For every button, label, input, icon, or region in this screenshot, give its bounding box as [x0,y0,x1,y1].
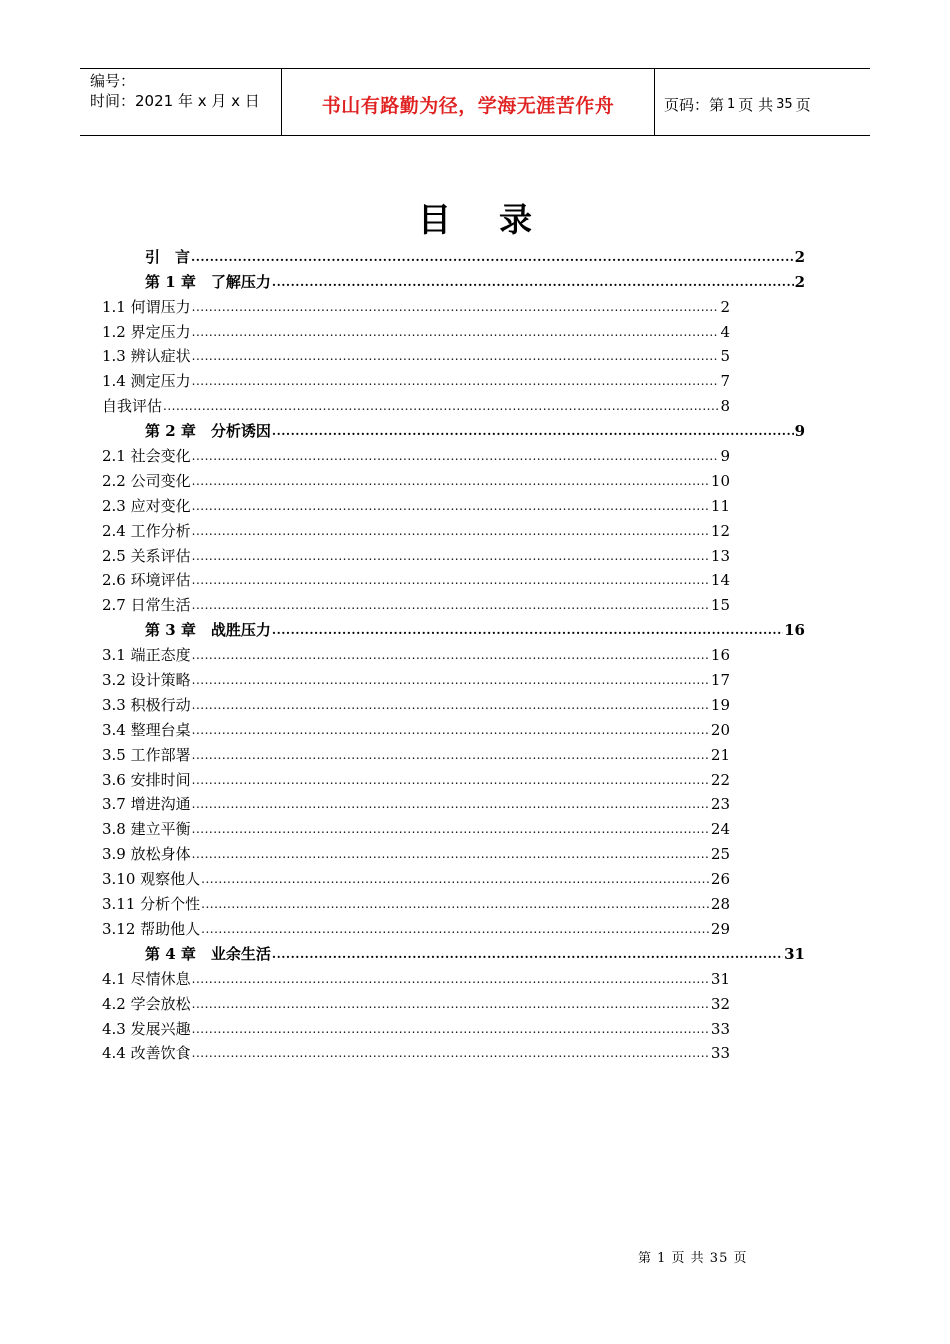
toc-entry-label: 3.8 建立平衡 [102,820,191,839]
toc-dot-leader [192,570,710,590]
toc-section-entry[interactable] [0,690,730,715]
toc-section-entry[interactable] [0,566,730,591]
toc-section-entry[interactable] [0,590,730,615]
toc-entry-label: 引 言 [145,247,191,266]
toc-entry-label: 2.3 应对变化 [102,496,191,515]
toc-entry-label: 2.4 工作分析 [102,521,191,540]
toc-section-entry[interactable] [0,665,730,690]
toc-entry-page: 2 [794,247,805,266]
toc-entry-page: 14 [710,571,730,590]
toc-entry-label: 4.1 尽情休息 [102,969,191,988]
toc-dot-leader [192,1019,710,1039]
toc-dot-leader [192,819,710,839]
toc-chapter-entry[interactable] [0,267,805,292]
toc-section-entry[interactable] [0,317,730,342]
toc-section-entry[interactable] [0,541,730,566]
toc-entry-page: 29 [710,919,730,938]
toc-entry-label: 1.4 测定压力 [102,372,191,391]
toc-section-entry[interactable] [0,1014,730,1039]
toc-dot-leader [201,919,710,939]
toc-entry-label: 4.4 改善饮食 [102,1044,191,1063]
toc-section-entry[interactable] [0,491,730,516]
toc-entry-page: 20 [710,720,730,739]
toc-chapter-entry[interactable] [0,242,805,267]
toc-entry-page: 31 [710,969,730,988]
toc-section-entry[interactable] [0,441,730,466]
toc-chapter-entry[interactable] [0,615,805,640]
toc-entry-page: 26 [710,870,730,889]
toc-entry-page: 23 [710,795,730,814]
header-page-current: 1 [727,96,736,112]
toc-dot-leader [192,471,710,491]
document-time-label: 时间：2021 年 x 月 x 日 [90,92,260,110]
header-page-mid: 页 共 [738,95,774,114]
toc-dot-leader [192,695,710,715]
header-page-total: 35 [776,96,793,112]
toc-entry-page: 16 [710,646,730,665]
toc-entry-page: 15 [710,596,730,615]
toc-entry-label: 第 4 章 业余生活 [145,944,271,963]
toc-entry-page: 16 [784,621,805,640]
toc-entry-label: 3.6 安排时间 [102,770,191,789]
toc-entry-page: 9 [794,422,805,441]
toc-entry-page: 17 [710,671,730,690]
toc-entry-label: 2.1 社会变化 [102,447,191,466]
toc-entry-label: 1.3 辨认症状 [102,347,191,366]
toc-entry-label: 3.11 分析个性 [102,895,201,914]
toc-entry-label: 第 1 章 了解压力 [145,272,271,291]
toc-dot-leader [191,247,794,267]
toc-entry-label: 3.10 观察他人 [102,870,201,889]
toc-entry-page: 33 [710,1019,730,1038]
toc-dot-leader [192,770,710,790]
toc-chapter-entry[interactable] [0,416,805,441]
toc-entry-page: 31 [784,944,805,963]
toc-entry-page: 19 [710,695,730,714]
toc-dot-leader [192,322,720,342]
toc-entry-label: 3.4 整理台桌 [102,720,191,739]
toc-dot-leader [192,297,720,317]
table-of-contents [0,242,950,1063]
toc-dot-leader [192,994,710,1014]
toc-entry-label: 3.12 帮助他人 [102,919,201,938]
toc-entry-page: 25 [710,845,730,864]
toc-entry-page: 21 [710,745,730,764]
toc-dot-leader [192,446,720,466]
toc-section-entry[interactable] [0,342,730,367]
toc-section-entry[interactable] [0,466,730,491]
toc-dot-leader [201,869,710,889]
toc-entry-page: 10 [710,471,730,490]
toc-entry-label: 第 2 章 分析诱因 [145,422,271,441]
toc-entry-label: 3.7 增进沟通 [102,795,191,814]
toc-dot-leader [192,346,720,366]
toc-entry-page: 9 [720,447,730,466]
toc-entry-label: 4.2 学会放松 [102,994,191,1013]
toc-section-entry[interactable] [0,814,730,839]
document-number-label: 编号： [90,72,136,90]
toc-entry-label: 1.1 何谓压力 [102,297,191,316]
toc-section-entry[interactable] [0,964,730,989]
toc-dot-leader [201,894,710,914]
toc-entry-label: 2.2 公司变化 [102,471,191,490]
toc-section-entry[interactable] [0,292,730,317]
toc-section-entry[interactable] [0,366,730,391]
toc-entry-label: 1.2 界定压力 [102,322,191,341]
toc-dot-leader [192,521,710,541]
toc-dot-leader [192,546,710,566]
toc-entry-page: 11 [710,496,730,515]
toc-entry-label: 2.6 环境评估 [102,571,191,590]
toc-dot-leader [192,720,710,740]
toc-dot-leader [272,272,794,292]
toc-entry-page: 13 [710,546,730,565]
toc-section-entry[interactable] [0,740,730,765]
toc-section-entry[interactable] [0,889,730,914]
toc-dot-leader [192,844,710,864]
toc-dot-leader [163,396,719,416]
page-header [80,68,870,136]
toc-entry-page: 7 [720,372,730,391]
toc-entry-page: 8 [720,397,730,416]
toc-section-entry[interactable] [0,715,730,740]
toc-dot-leader [272,944,783,964]
header-meta-cell [80,69,282,135]
header-page-prefix: 页码：第 [664,95,725,114]
toc-section-entry[interactable] [0,839,730,864]
toc-entry-page: 32 [710,994,730,1013]
header-motto-cell [282,69,655,135]
toc-entry-page: 24 [710,820,730,839]
toc-entry-label: 2.7 日常生活 [102,596,191,615]
toc-chapter-entry[interactable] [0,939,805,964]
toc-entry-label: 4.3 发展兴趣 [102,1019,191,1038]
toc-section-entry[interactable] [0,640,730,665]
toc-entry-label: 3.9 放松身体 [102,845,191,864]
toc-section-entry[interactable] [0,790,730,815]
toc-entry-label: 3.2 设计策略 [102,671,191,690]
toc-entry-page: 2 [794,272,805,291]
toc-entry-label: 自我评估 [102,397,163,416]
page-footer: 第 1 页 共 35 页 [638,1251,748,1266]
toc-entry-page: 33 [710,1044,730,1063]
toc-dot-leader [192,794,710,814]
toc-dot-leader [192,371,720,391]
toc-section-entry[interactable] [0,989,730,1014]
toc-dot-leader [192,969,710,989]
toc-dot-leader [192,645,710,665]
toc-entry-page: 5 [720,347,730,366]
toc-entry-label: 2.5 关系评估 [102,546,191,565]
toc-section-entry[interactable] [0,1039,730,1064]
toc-title: 目录 [418,200,580,239]
toc-section-entry[interactable] [0,391,730,416]
header-page-cell [655,69,870,135]
toc-entry-page: 22 [710,770,730,789]
toc-dot-leader [192,595,710,615]
toc-section-entry[interactable] [0,864,730,889]
header-motto: 书山有路勤为径，学海无涯苦作舟 [321,94,615,117]
toc-dot-leader [192,496,710,516]
header-page-suffix: 页 [795,95,811,114]
toc-entry-label: 3.1 端正态度 [102,646,191,665]
toc-dot-leader [272,421,794,441]
toc-entry-label: 3.3 积极行动 [102,695,191,714]
toc-dot-leader [192,1043,710,1063]
toc-dot-leader [272,620,783,640]
toc-entry-label: 第 3 章 战胜压力 [145,621,271,640]
toc-dot-leader [192,745,710,765]
toc-section-entry[interactable] [0,516,730,541]
toc-entry-page: 2 [720,297,730,316]
toc-dot-leader [192,670,710,690]
toc-section-entry[interactable] [0,765,730,790]
toc-entry-page: 12 [710,521,730,540]
toc-entry-label: 3.5 工作部署 [102,745,191,764]
toc-entry-page: 4 [720,322,730,341]
toc-entry-page: 28 [710,895,730,914]
toc-section-entry[interactable] [0,914,730,939]
